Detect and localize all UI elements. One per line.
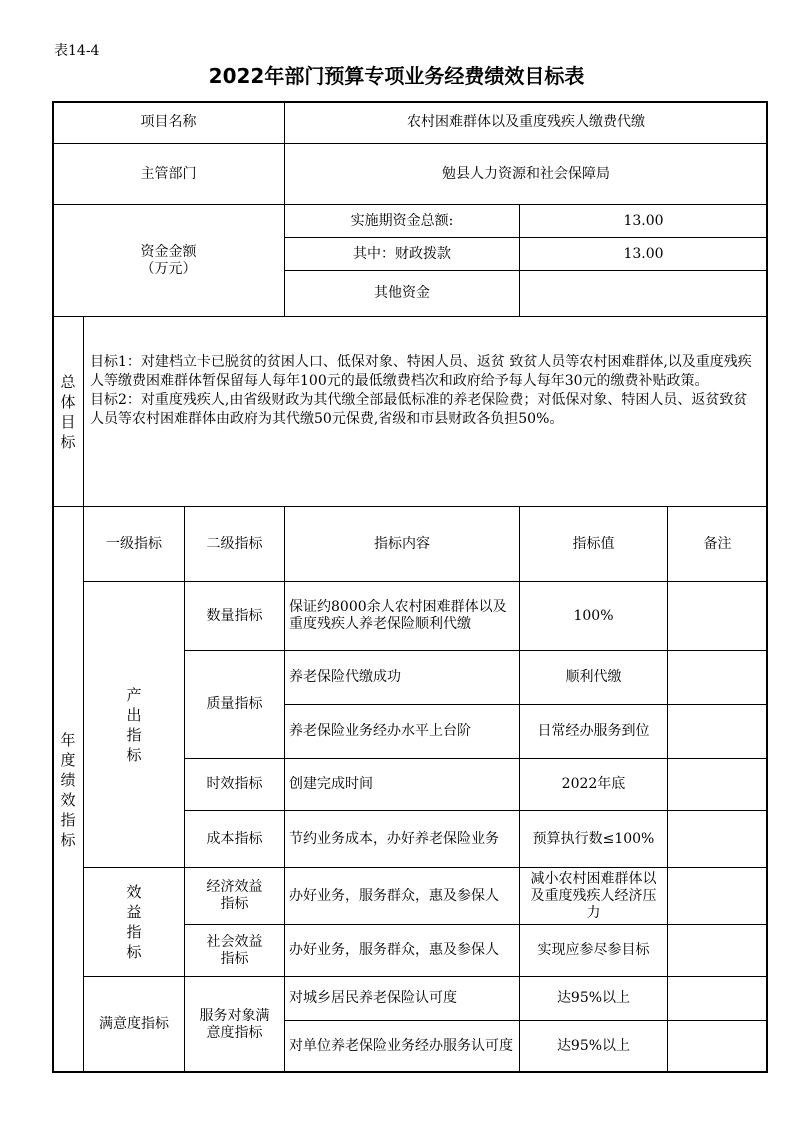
table-code: 表14-4	[54, 43, 100, 59]
cost-remark	[667, 810, 768, 868]
social-value: 实现应参尽参目标	[519, 924, 668, 977]
goal-2: 目标2：对重度残疾人,由省级财政为其代缴全部最低标准的养老保险费；对低保对象、特困人员、返贫致贫人员等农村困难群体由政府为其代缴50元保费,省级和市县财政各负担50%。	[90, 392, 748, 427]
header-remark: 备注	[667, 506, 768, 582]
output-indicators-cell	[83, 581, 185, 868]
timeliness-remark	[667, 758, 768, 811]
funds-label-cell	[52, 204, 285, 317]
social-content: 办好业务，服务群众，惠及参保人	[284, 924, 520, 977]
funds-unit: （万元）	[140, 260, 197, 277]
project-name-label: 项目名称	[52, 101, 285, 144]
header-level2: 二级指标	[184, 506, 285, 582]
timeliness-value: 2022年底	[519, 758, 668, 811]
overall-goal-text	[83, 316, 768, 507]
economic-label: 经济效益指标	[184, 867, 285, 925]
department-label: 主管部门	[52, 143, 285, 205]
quality-content-1: 养老保险代缴成功	[284, 650, 520, 705]
quantity-remark	[667, 581, 768, 651]
funds-other-value	[519, 270, 768, 317]
funds-fiscal-label: 其中：财政拨款	[284, 237, 520, 271]
benefit-indicators-cell	[83, 867, 185, 977]
funds-total-value: 13.00	[519, 204, 768, 238]
quality-label: 质量指标	[184, 650, 285, 759]
satisfaction-value-2: 达95%以上	[519, 1020, 668, 1073]
quality-value-1: 顺利代缴	[519, 650, 668, 705]
social-remark	[667, 924, 768, 977]
satisfaction-content-1: 对城乡居民养老保险认可度	[284, 976, 520, 1021]
satisfaction-remark-2	[667, 1020, 768, 1073]
service-satisfaction-label: 服务对象满意度指标	[184, 976, 285, 1073]
header-content: 指标内容	[284, 506, 520, 582]
page-title: 2022年部门预算专项业务经费绩效目标表	[208, 64, 585, 88]
cost-label: 成本指标	[184, 810, 285, 868]
header-level1: 一级指标	[83, 506, 185, 582]
quantity-value: 100%	[519, 581, 668, 651]
annual-indicators-label-cell	[52, 506, 84, 1073]
satisfaction-label: 满意度指标	[83, 976, 185, 1073]
quantity-label: 数量指标	[184, 581, 285, 651]
overall-goal-label: 总体目标	[60, 372, 76, 451]
social-label: 社会效益指标	[184, 924, 285, 977]
overall-goal-label-cell	[52, 316, 84, 507]
funds-total-label: 实施期资金总额:	[284, 204, 520, 238]
department-value: 勉县人力资源和社会保障局	[284, 143, 768, 205]
funds-other-label: 其他资金	[284, 270, 520, 317]
annual-indicators-label: 年度绩效指标	[60, 730, 76, 849]
cost-content: 节约业务成本，办好养老保险业务	[284, 810, 520, 868]
economic-value: 减小农村困难群体以及重度残疾人经济压力	[519, 867, 668, 925]
satisfaction-content-2: 对单位养老保险业务经办服务认可度	[284, 1020, 520, 1073]
project-name-value: 农村困难群体以及重度残疾人缴费代缴	[284, 101, 768, 144]
output-indicators-label: 产出指标	[126, 685, 142, 764]
quality-content-2: 养老保险业务经办水平上台阶	[284, 704, 520, 759]
goal-1: 目标1：对建档立卡已脱贫的贫困人口、低保对象、特困人员、返贫 致贫人员等农村困难群体,以及重度残疾人等缴费困难群体暂保留每人每年100元的最低缴费档次和政府给予每人每年30元的缴费补贴政策。	[90, 354, 752, 389]
quality-value-2: 日常经办服务到位	[519, 704, 668, 759]
quality-remark-2	[667, 704, 768, 759]
funds-fiscal-value: 13.00	[519, 237, 768, 271]
economic-remark	[667, 867, 768, 925]
quality-remark-1	[667, 650, 768, 705]
satisfaction-value-1: 达95%以上	[519, 976, 668, 1021]
quantity-content: 保证约8000余人农村困难群体以及重度残疾人养老保险顺利代缴	[284, 581, 520, 651]
benefit-indicators-label: 效益指标	[126, 883, 142, 961]
timeliness-content: 创建完成时间	[284, 758, 520, 811]
timeliness-label: 时效指标	[184, 758, 285, 811]
cost-value: 预算执行数≤100%	[519, 810, 668, 868]
header-value: 指标值	[519, 506, 668, 582]
performance-table	[52, 101, 768, 1073]
satisfaction-remark-1	[667, 976, 768, 1021]
funds-label: 资金金额	[140, 243, 197, 260]
economic-content: 办好业务，服务群众，惠及参保人	[284, 867, 520, 925]
